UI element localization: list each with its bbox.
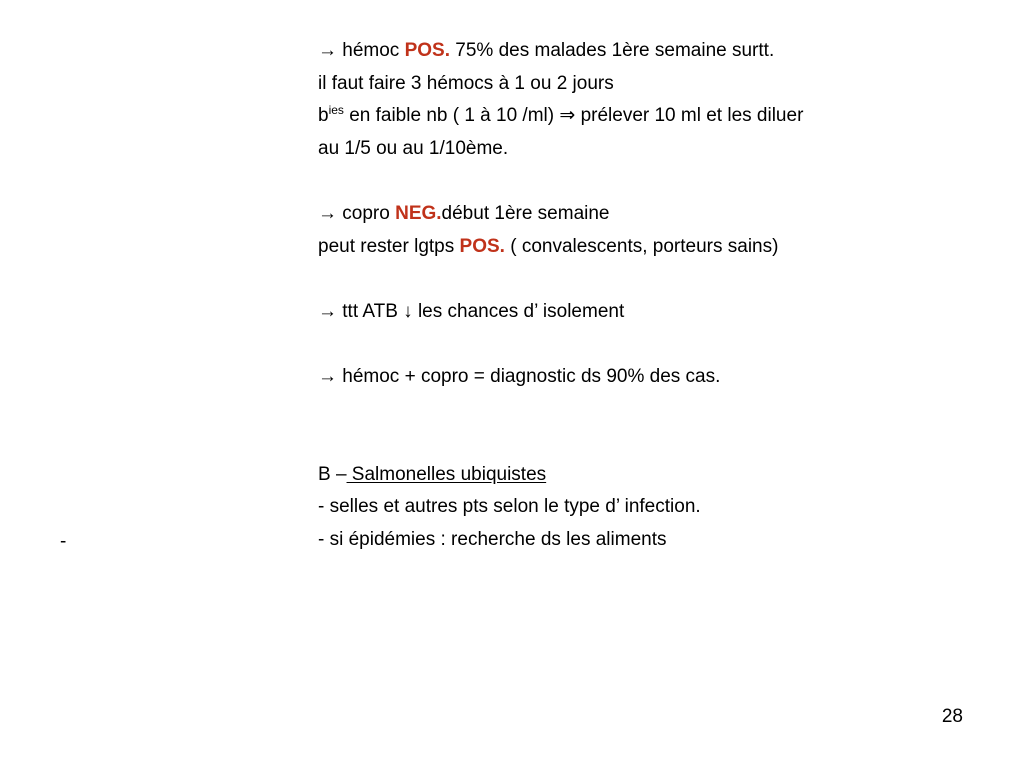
hemoc-count-line: il faut faire 3 hémocs à 1 ou 2 jours [318, 72, 614, 94]
spacer [318, 333, 1008, 355]
stray-bullet: - [60, 531, 67, 552]
diagnostic-line: → hémoc + copro = diagnostic ds 90% des cas. [318, 365, 721, 387]
copro-neg-line [318, 203, 1008, 225]
section-b-prefix: B – [318, 463, 347, 485]
spacer [318, 170, 1008, 192]
hemoc-detail: 75% des malades 1ère semaine surtt. [450, 40, 775, 61]
neg-highlight: NEG. [395, 202, 442, 224]
hemoc-label: → hémoc [318, 40, 405, 61]
ttt-atb-line: → ttt ATB ↓ les chances d’ isolement [318, 300, 625, 322]
pos-highlight: POS. [404, 40, 450, 61]
copro-pos-prefix: peut rester lgtps [318, 235, 460, 257]
hemoc-pos-line [318, 40, 1008, 62]
copro-pos-detail: ( convalescents, porteurs sains) [504, 235, 779, 257]
page-number: 28 [941, 706, 963, 727]
spacer [318, 268, 1008, 290]
bacteria-detail: en faible nb ( 1 à 10 /ml) ⇒ prélever 10 ml et les diluer [343, 105, 804, 127]
spacer [318, 431, 1008, 453]
bacteria-superscript: ies [328, 103, 344, 118]
copro-detail: début 1ère semaine [441, 202, 610, 224]
slide-body [318, 40, 1008, 562]
dilution-line: au 1/5 ou au 1/10ème. [318, 137, 509, 159]
pos-highlight: POS. [459, 235, 505, 257]
selles-line: - selles et autres pts selon le type d’ infection. [318, 496, 701, 518]
bacteria-prefix: b [318, 105, 329, 127]
copro-label: → copro [318, 202, 396, 224]
section-b-heading [318, 464, 1008, 486]
copro-pos-line [318, 236, 1008, 258]
spacer [318, 399, 1008, 421]
section-b-title: Salmonelles ubiquistes [346, 463, 547, 485]
bacteria-line [318, 105, 1008, 127]
epidemies-line: - si épidémies : recherche ds les aliments [318, 528, 667, 550]
